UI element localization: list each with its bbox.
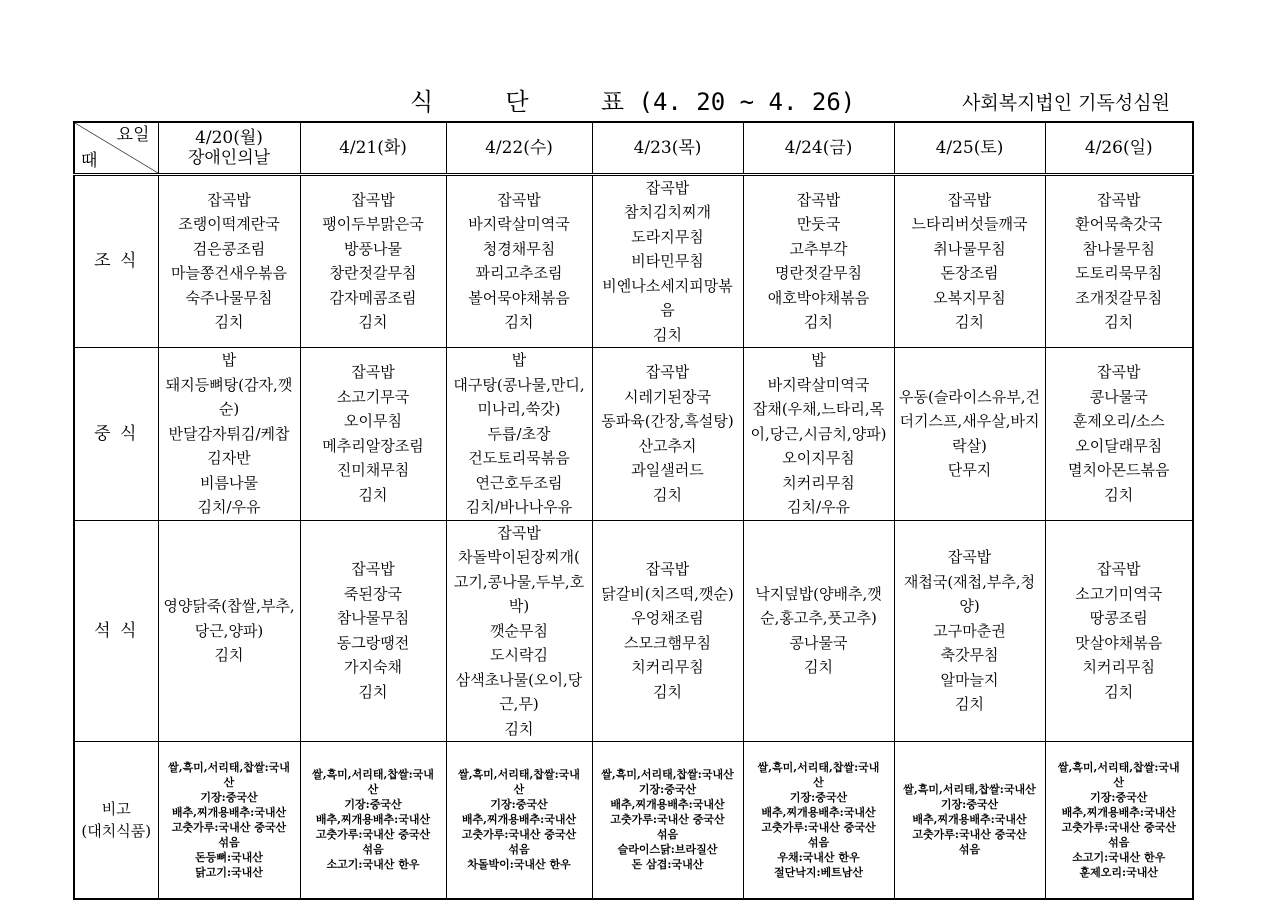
cell-line: 배추,찌개용배추:국내산 bbox=[610, 798, 725, 812]
cell-line: 박) bbox=[508, 597, 530, 615]
cell-line: 바지락살미역국 bbox=[767, 375, 870, 394]
cell-line: 고춧가루:국내산 중국산 bbox=[315, 828, 431, 842]
menu-cell bbox=[1045, 520, 1193, 742]
cell-line: 잡곡밥 bbox=[1097, 560, 1141, 579]
cell-line: 배추,찌개용배추:국내산 bbox=[912, 813, 1027, 827]
cell-line: 김치 bbox=[653, 325, 682, 344]
menu-cell bbox=[446, 348, 592, 521]
cell-line: 감자메콤조림 bbox=[329, 288, 417, 307]
cell-line: 기장:중국산 bbox=[638, 783, 697, 797]
cell-line: 잡곡밥 bbox=[351, 560, 395, 579]
cell-line: 고춧가루:국내산 중국산 bbox=[761, 820, 876, 834]
cell-line: 김치 bbox=[504, 313, 534, 332]
cell-line: 삼색초나물(오이,당 bbox=[455, 670, 583, 689]
cell-line: 김치 bbox=[1104, 485, 1134, 504]
cell-line: 단무지 bbox=[947, 461, 992, 480]
cell-line: 만둣국 bbox=[796, 215, 841, 234]
cell-line: 조개젓갈무침 bbox=[1075, 288, 1163, 307]
menu-cell bbox=[743, 520, 894, 742]
cell-line: 쌀,흑미,서리태,찹쌀:국내 bbox=[312, 768, 434, 782]
cell-line: 기장:중국산 bbox=[344, 798, 402, 812]
cell-line: 잡곡밥 bbox=[207, 190, 251, 209]
cell-line: 도라지무침 bbox=[631, 227, 704, 246]
cell-line: 콩나물국 bbox=[789, 633, 848, 652]
breakfast-row bbox=[74, 174, 1193, 348]
cell-line: 애호박야채볶음 bbox=[767, 288, 870, 307]
menu-cell bbox=[158, 174, 300, 348]
cell-line: 잡곡밥 bbox=[645, 560, 690, 579]
cell-line: 소고기무국 bbox=[336, 387, 410, 406]
menu-title: 식 단 표 (4. 20 ~ 4. 26) bbox=[410, 88, 856, 116]
cell-line: 멸치아몬드볶음 bbox=[1068, 461, 1170, 480]
cell-line: 섞음 bbox=[958, 843, 981, 857]
menu-cell bbox=[894, 348, 1045, 521]
cell-line: 잡곡밥 bbox=[947, 190, 992, 209]
menu-cell bbox=[300, 520, 446, 742]
menu-cell bbox=[592, 174, 743, 348]
cell-line: 김치 bbox=[504, 719, 534, 738]
cell-line: 우엉채조림 bbox=[631, 609, 704, 628]
cell-line: 알마늘지 bbox=[940, 670, 999, 689]
cell-line: 김치 bbox=[955, 313, 984, 332]
meal-label bbox=[74, 348, 158, 521]
cell-line: 쌀,흑미,서리태,찹쌀:국내 bbox=[1057, 760, 1180, 774]
cell-line: 이,당근,시금치,양파) bbox=[750, 424, 887, 443]
cell-line: 건도토리묵볶음 bbox=[468, 449, 570, 467]
menu-table bbox=[73, 121, 1194, 900]
cell-line: 밥 bbox=[511, 351, 527, 369]
header-row bbox=[74, 122, 1193, 174]
cell-line: 김치 bbox=[804, 658, 833, 677]
cell-line: 김치 bbox=[653, 682, 682, 701]
cell-line: 훈제오리/소스 bbox=[1072, 412, 1165, 431]
meal-label bbox=[74, 520, 158, 742]
cell-line: 김치 bbox=[358, 313, 388, 332]
menu-cell bbox=[158, 520, 300, 742]
cell-line: 대구탕(콩나물,만디, bbox=[453, 375, 585, 394]
cell-line: 김치 bbox=[804, 313, 833, 332]
day-header bbox=[894, 122, 1045, 174]
cell-line: 메추리알장조림 bbox=[322, 436, 424, 455]
cell-line: 꽈리고추조림 bbox=[475, 264, 563, 283]
cell-line: 비엔나소세지피망볶 bbox=[602, 276, 733, 295]
cell-line: 치커리무침 bbox=[1082, 658, 1155, 677]
menu-cell bbox=[446, 174, 592, 348]
cell-line: 기장:중국산 bbox=[200, 790, 258, 804]
cell-line: 참치김치찌개 bbox=[624, 203, 711, 221]
cell-line: 4/20(월) bbox=[195, 127, 263, 148]
dinner-row bbox=[74, 520, 1193, 742]
day-header bbox=[1045, 122, 1193, 174]
cell-line: 콩나물국 bbox=[1089, 387, 1148, 406]
cell-line: (대치식품) bbox=[81, 821, 152, 840]
menu-cell bbox=[300, 348, 446, 521]
corner-cell bbox=[74, 122, 158, 174]
origin-cell bbox=[300, 742, 446, 899]
cell-line: 검은콩조림 bbox=[192, 239, 266, 258]
cell-line: 쌀,흑미,서리태,찹쌀:국내 bbox=[168, 760, 290, 774]
cell-line: 쌀,흑미,서리태,찹쌀:국내산 bbox=[903, 783, 1036, 797]
cell-line: 김치/바나나우유 bbox=[465, 498, 573, 516]
cell-line: 쌀,흑미,서리태,찹쌀:국내 bbox=[757, 760, 880, 774]
cell-line: 닭갈비(치즈떡,깻순) bbox=[601, 584, 734, 603]
cell-line: 락살) bbox=[952, 436, 987, 455]
cell-line: 잡곡밥 bbox=[1097, 190, 1141, 209]
cell-line: 돼지등뼈탕(감자,깻 bbox=[165, 375, 293, 394]
cell-line: 4/25(토) bbox=[935, 137, 1004, 158]
cell-line: 김치 bbox=[358, 682, 388, 701]
menu-cell bbox=[894, 174, 1045, 348]
cell-line: 섞음 bbox=[807, 835, 830, 849]
cell-line: 김치 bbox=[214, 646, 244, 664]
origin-cell bbox=[446, 742, 592, 899]
meal-label bbox=[74, 174, 158, 348]
cell-line: 치커리무침 bbox=[631, 658, 704, 677]
origin-cell bbox=[894, 742, 1045, 899]
cell-line: 절단낙지:베트남산 bbox=[773, 865, 864, 879]
cell-line: 오이지무침 bbox=[782, 449, 855, 467]
cell-line: 느타리버섯들깨국 bbox=[911, 215, 1028, 234]
cell-line: 잡곡밥 bbox=[796, 190, 841, 209]
day-header bbox=[158, 122, 300, 174]
cell-line: 취나물무침 bbox=[933, 239, 1006, 258]
cell-line: 창란젓갈무침 bbox=[329, 264, 417, 283]
cell-line: 잡곡밥 bbox=[947, 548, 992, 566]
cell-line: 오복지무침 bbox=[933, 288, 1006, 307]
cell-line: 팽이두부맑은국 bbox=[322, 215, 424, 234]
cell-line: 양) bbox=[959, 597, 980, 615]
cell-line: 깻순무침 bbox=[490, 621, 548, 640]
cell-line: 배추,찌개용배추:국내산 bbox=[761, 805, 876, 819]
cell-line: 돈 삼겹:국내산 bbox=[631, 858, 704, 872]
cell-line: 김치 bbox=[1104, 682, 1134, 701]
menu-cell bbox=[446, 520, 592, 742]
cell-line: 닭고기:국내산 bbox=[195, 865, 263, 879]
cell-line: 김치 bbox=[955, 695, 984, 713]
cell-line: 조랭이떡계란국 bbox=[178, 215, 280, 234]
cell-line: 낙지덮밥(양배추,깻 bbox=[755, 584, 882, 603]
cell-line: 순) bbox=[218, 400, 240, 418]
cell-line: 도토리묵무침 bbox=[1075, 264, 1163, 283]
corner-meal-label: 때 bbox=[81, 150, 98, 171]
cell-line: 돈등뼈:국내산 bbox=[195, 850, 263, 864]
cell-line: 과일샐러드 bbox=[631, 461, 704, 480]
cell-line: 반달감자튀김/케찹 bbox=[168, 424, 290, 443]
cell-line: 소고기:국내산 한우 bbox=[1072, 850, 1166, 864]
cell-line: 섞음 bbox=[656, 828, 679, 842]
cell-line: 재첩국(재첩,부추,청 bbox=[903, 572, 1036, 591]
cell-line: 고기,콩나물,두부,호 bbox=[453, 572, 585, 591]
cell-line: 방풍나물 bbox=[344, 239, 402, 258]
cell-line: 산 bbox=[367, 783, 379, 797]
cell-line: 잡곡밥 bbox=[645, 178, 690, 197]
cell-line: 근,무) bbox=[499, 695, 539, 713]
cell-line: 숙주나물무침 bbox=[185, 288, 273, 307]
cell-line: 훈제오리:국내산 bbox=[1079, 865, 1158, 879]
day-header bbox=[592, 122, 743, 174]
cell-line: 명란젓갈무침 bbox=[775, 264, 862, 283]
cell-line: 석 식 bbox=[94, 620, 139, 641]
menu-cell bbox=[894, 520, 1045, 742]
cell-line: 도시락김 bbox=[490, 646, 548, 664]
cell-line: 김치 bbox=[214, 313, 244, 332]
cell-line: 동그랑땡전 bbox=[336, 633, 410, 652]
cell-line: 오이달래무침 bbox=[1075, 436, 1163, 455]
cell-line: 김치/우유 bbox=[197, 498, 261, 516]
cell-line: 잡채(우채,느타리,목 bbox=[752, 400, 885, 418]
meal-label bbox=[74, 742, 158, 899]
cell-line: 음 bbox=[660, 301, 675, 319]
cell-line: 배추,찌개용배추:국내산 bbox=[315, 813, 431, 827]
menu-cell bbox=[592, 520, 743, 742]
cell-line: 고춧가루:국내산 중국산 bbox=[461, 828, 577, 842]
cell-line: 배추,찌개용배추:국내산 bbox=[461, 813, 577, 827]
cell-line: 시레기된장국 bbox=[624, 387, 711, 406]
cell-line: 산 bbox=[513, 783, 525, 797]
cell-line: 김치 bbox=[358, 485, 388, 504]
cell-line: 순,홍고추,풋고추) bbox=[760, 609, 877, 628]
cell-line: 차돌박이된장찌개( bbox=[458, 548, 580, 566]
cell-line: 고춧가루:국내산 중국산 bbox=[610, 813, 725, 827]
cell-line: 산 bbox=[1113, 775, 1125, 789]
cell-line: 산고추지 bbox=[638, 436, 697, 455]
cell-line: 기장:중국산 bbox=[490, 798, 548, 812]
cell-line: 김치 bbox=[653, 485, 682, 504]
cell-line: 치커리무침 bbox=[782, 473, 855, 492]
cell-line: 쌀,흑미,서리태,찹쌀:국내 bbox=[458, 768, 580, 782]
cell-line: 우채:국내산 한우 bbox=[777, 850, 860, 864]
cell-line: 맛살야채볶음 bbox=[1075, 633, 1163, 652]
cell-line: 동파육(간장,흑설탕) bbox=[601, 412, 734, 431]
cell-line: 쌀,흑미,서리태,찹쌀:국내산 bbox=[601, 768, 734, 782]
menu-cell bbox=[300, 174, 446, 348]
cell-line: 잡곡밥 bbox=[351, 363, 395, 382]
origin-cell bbox=[1045, 742, 1193, 899]
cell-line: 4/21(화) bbox=[339, 137, 407, 158]
cell-line: 섞음 bbox=[362, 843, 384, 857]
origin-cell bbox=[592, 742, 743, 899]
cell-line: 밥 bbox=[811, 351, 826, 369]
cell-line: 차돌박이:국내산 한우 bbox=[467, 858, 571, 872]
lunch-row bbox=[74, 348, 1193, 521]
cell-line: 기장:중국산 bbox=[940, 798, 999, 812]
cell-line: 고춧가루:국내산 중국산 bbox=[171, 820, 287, 834]
cell-line: 고춧가루:국내산 중국산 bbox=[1061, 820, 1176, 834]
cell-line: 비타민무침 bbox=[631, 252, 704, 270]
cell-line: 참나물무침 bbox=[1082, 239, 1155, 258]
cell-line: 영양닭죽(찹쌀,부추, bbox=[163, 597, 295, 615]
cell-line: 잡곡밥 bbox=[351, 190, 395, 209]
menu-cell bbox=[743, 174, 894, 348]
cell-line: 슬라이스닭:브라질산 bbox=[617, 843, 718, 857]
cell-line: 더기스프,새우살,바지 bbox=[899, 412, 1040, 431]
menu-cell bbox=[1045, 174, 1193, 348]
cell-line: 비름나물 bbox=[200, 473, 258, 492]
cell-line: 4/26(일) bbox=[1084, 137, 1153, 158]
cell-line: 김자반 bbox=[207, 449, 251, 467]
cell-line: 미나리,쑥갓) bbox=[477, 400, 561, 418]
menu-cell bbox=[743, 348, 894, 521]
cell-line: 4/23(목) bbox=[633, 137, 702, 158]
day-header bbox=[446, 122, 592, 174]
menu-cell bbox=[1045, 348, 1193, 521]
cell-line: 소고기미역국 bbox=[1075, 584, 1163, 603]
cell-line: 섞음 bbox=[508, 843, 530, 857]
cell-line: 돈장조림 bbox=[940, 264, 999, 283]
menu-cell bbox=[592, 348, 743, 521]
cell-line: 4/22(수) bbox=[485, 137, 553, 158]
cell-line: 산 bbox=[223, 775, 235, 789]
cell-line: 잡곡밥 bbox=[645, 363, 690, 382]
day-header bbox=[300, 122, 446, 174]
cell-line: 섞음 bbox=[218, 835, 240, 849]
cell-line: 김치 bbox=[1104, 313, 1134, 332]
cell-line: 당근,양파) bbox=[194, 621, 264, 640]
cell-line: 고춧가루:국내산 중국산 bbox=[912, 828, 1027, 842]
cell-line: 고추부각 bbox=[789, 239, 848, 258]
cell-line: 가지숙채 bbox=[344, 658, 402, 677]
cell-line: 환어묵축갓국 bbox=[1075, 215, 1163, 234]
cell-line: 산 bbox=[813, 775, 824, 789]
cell-line: 진미채무침 bbox=[336, 461, 410, 480]
cell-line: 비고 bbox=[101, 799, 131, 818]
corner-day-label: 요일 bbox=[116, 125, 150, 145]
cell-line: 고구마춘권 bbox=[933, 621, 1006, 640]
cell-line: 소고기:국내산 한우 bbox=[326, 858, 420, 872]
organization-name: 사회복지법인 기독성심원 bbox=[962, 92, 1170, 114]
cell-line: 4/24(금) bbox=[784, 137, 853, 158]
cell-line: 바지락살미역국 bbox=[468, 215, 570, 234]
cell-line: 두릅/초장 bbox=[487, 424, 551, 443]
cell-line: 잡곡밥 bbox=[1097, 363, 1141, 382]
cell-line: 잡곡밥 bbox=[497, 190, 541, 209]
cell-line: 우동(슬라이스유부,건 bbox=[898, 387, 1041, 406]
cell-line: 기장:중국산 bbox=[789, 790, 848, 804]
cell-line: 연근호두조림 bbox=[475, 473, 563, 492]
cell-line: 축갓무침 bbox=[940, 646, 999, 664]
cell-line: 김치/우유 bbox=[786, 498, 850, 516]
cell-line: 배추,찌개용배추:국내산 bbox=[1061, 805, 1176, 819]
cell-line: 마늘쫑건새우볶음 bbox=[171, 264, 287, 283]
cell-line: 중 식 bbox=[94, 423, 139, 444]
cell-line: 오이무침 bbox=[344, 412, 402, 431]
cell-line: 섞음 bbox=[1108, 835, 1130, 849]
cell-line: 죽된장국 bbox=[344, 584, 402, 603]
origin-cell bbox=[158, 742, 300, 899]
origin-cell bbox=[743, 742, 894, 899]
cell-line: 밥 bbox=[221, 351, 237, 369]
cell-line: 청경채무침 bbox=[482, 239, 556, 258]
cell-line: 기장:중국산 bbox=[1090, 790, 1148, 804]
cell-line: 참나물무침 bbox=[336, 609, 410, 628]
remarks-row bbox=[74, 742, 1193, 899]
cell-line: 배추,찌개용배추:국내산 bbox=[171, 805, 287, 819]
cell-line: 조 식 bbox=[94, 251, 139, 271]
cell-line: 장애인의날 bbox=[187, 147, 271, 168]
menu-cell bbox=[158, 348, 300, 521]
cell-line: 잡곡밥 bbox=[497, 523, 541, 542]
cell-line: 땅콩조림 bbox=[1089, 609, 1148, 628]
cell-line: 볼어묵야채볶음 bbox=[468, 288, 570, 307]
day-header bbox=[743, 122, 894, 174]
cell-line: 스모크햄무침 bbox=[624, 633, 711, 652]
